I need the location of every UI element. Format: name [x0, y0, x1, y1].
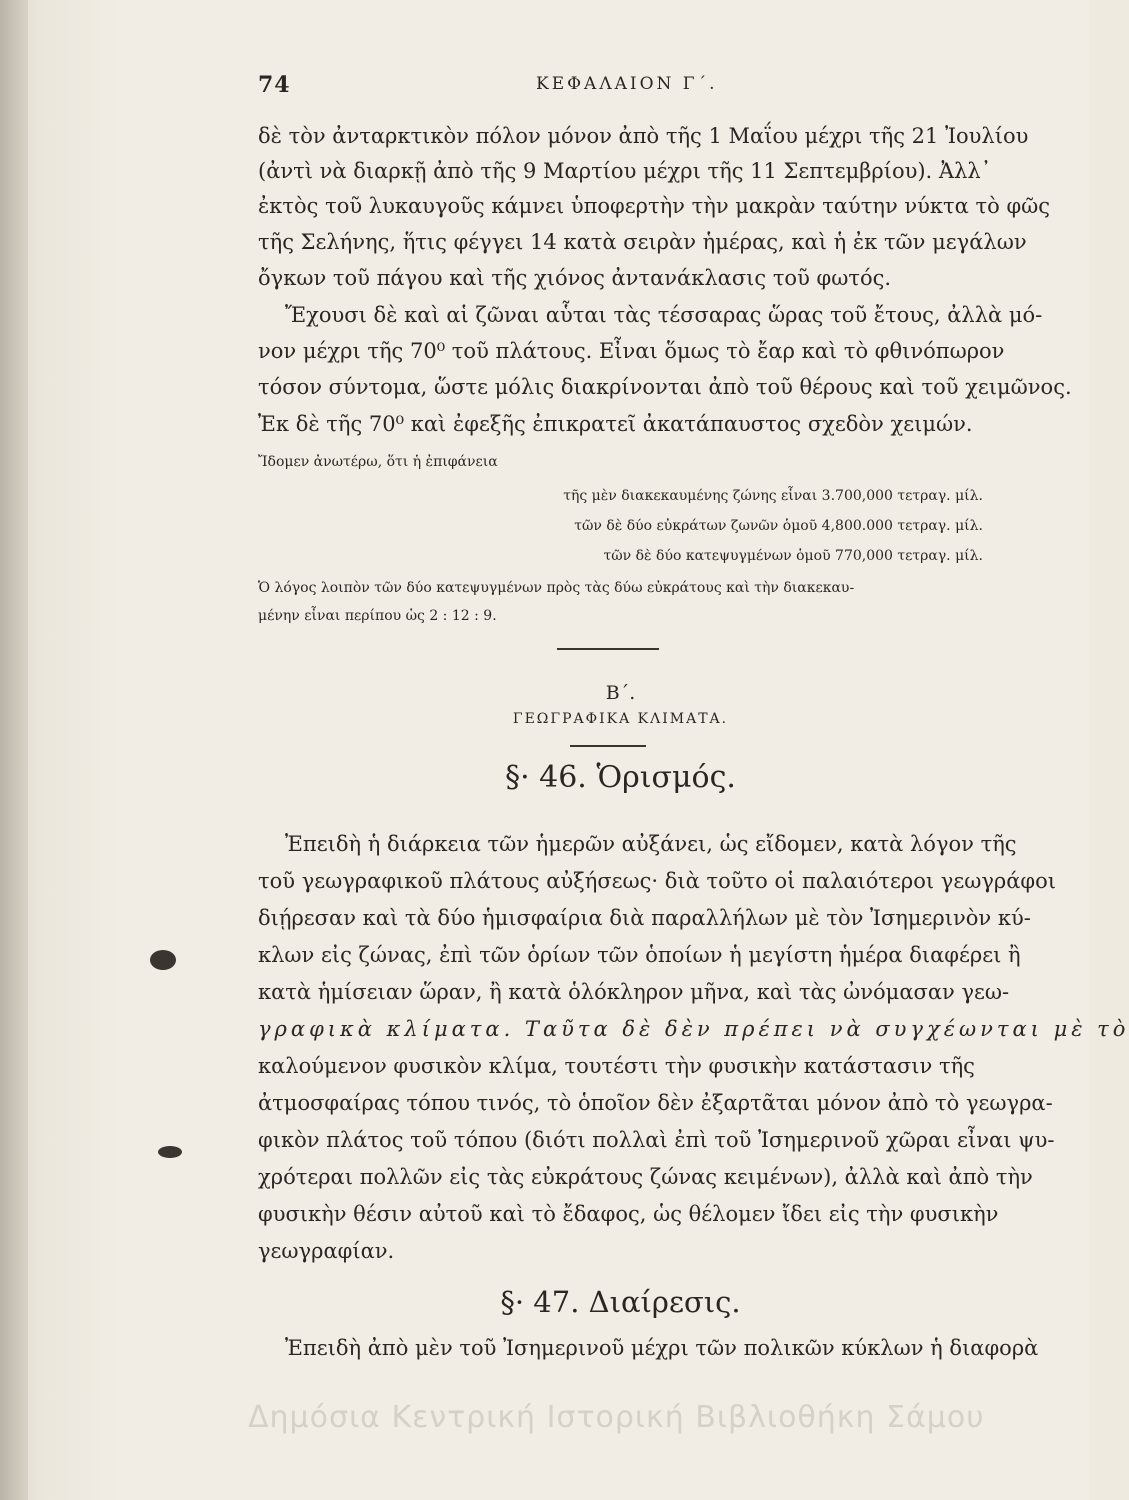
text-line: Ἐπειδὴ ἀπὸ μὲν τοῦ Ἰσημερινοῦ μέχρι τῶν πολικῶν κύκλων ἡ διαφορὰ	[285, 1336, 1039, 1360]
text-line: Ἔχουσι δὲ καὶ αἱ ζῶναι αὗται τὰς τέσσαρας ὥρας τοῦ ἔτους, ἀλλὰ μό-	[285, 303, 1043, 327]
text-line: γραφικὰ κλίματα. Ταῦτα δὲ δὲν πρέπει νὰ συγχέωνται μὲ τὸ	[258, 1017, 1129, 1041]
section-number: Β΄.	[605, 682, 636, 704]
text-line: καλούμενον φυσικὸν κλίμα, τουτέστι τὴν φυσικὴν κατάστασιν τῆς	[258, 1054, 975, 1078]
text-line: χρότεραι πολλῶν εἰς τὰς εὐκράτους ζώνας κειμένων), ἀλλὰ καὶ ἀπὸ τὴν	[258, 1165, 1033, 1189]
text-line: τῆς Σελήνης, ἥτις φέγγει 14 κατὰ σειρὰν ἡμέρας, καὶ ἡ ἐκ τῶν μεγάλων	[258, 230, 1027, 254]
ink-blot	[158, 1146, 182, 1158]
separator-rule	[557, 648, 659, 650]
text-line: δὲ τὸν ἀνταρκτικὸν πόλον μόνον ἀπὸ τῆς 1 Μαΐου μέχρι τῆς 21 Ἰουλίου	[258, 124, 1029, 148]
text-line: κλων εἰς ζώνας, ἐπὶ τῶν ὁρίων τῶν ὁποίων ἡ μεγίστη ἡμέρα διαφέρει ἢ	[258, 943, 1021, 967]
paragraph-46-heading: §· 46. Ὁρισμός.	[505, 760, 736, 795]
text-line: ἐκτὸς τοῦ λυκαυγοῦς κάμνει ὑποφερτὴν τὴν μακρὰν ταύτην νύκτα τὸ φῶς	[258, 194, 1051, 218]
text-line: ἀτμοσφαίρας τόπου τινός, τὸ ὁποῖον δὲν ἐξαρτᾶται μόνον ἀπὸ τὸ γεωγρα-	[258, 1091, 1053, 1115]
text-line: νον μέχρι τῆς 70⁰ τοῦ πλάτους. Εἶναι ὅμως τὸ ἔαρ καὶ τὸ φθινόπωρον	[258, 339, 1005, 363]
note-line: Ὁ λόγος λοιπὸν τῶν δύο κατεψυγμένων πρὸς τὰς δύω εὐκράτους καὶ τὴν διακεκαυ-	[258, 580, 855, 596]
note-line: τῆς μὲν διακεκαυμένης ζώνης εἶναι 3.700,000 τετραγ. μίλ.	[563, 488, 983, 504]
book-spine-shadow	[0, 0, 28, 1500]
text-line: ὄγκων τοῦ πάγου καὶ τῆς χιόνος ἀντανάκλασις τοῦ φωτός.	[258, 266, 892, 290]
text-line: τοῦ γεωγραφικοῦ πλάτους αὐξήσεως· διὰ τοῦτο οἱ παλαιότεροι γεωγράφοι	[258, 869, 1056, 893]
note-line: τῶν δὲ δύο κατεψυγμένων ὁμοῦ 770,000 τετραγ. μίλ.	[603, 548, 983, 564]
text-line: τόσον σύντομα, ὥστε μόλις διακρίνονται ἀπὸ τοῦ θέρους καὶ τοῦ χειμῶνος.	[258, 375, 1072, 399]
ink-blot	[150, 950, 176, 970]
text-line: Ἐκ δὲ τῆς 70⁰ καὶ ἐφεξῆς ἐπικρατεῖ ἀκατάπαυστος σχεδὸν χειμών.	[258, 412, 973, 436]
note-line: τῶν δὲ δύο εὐκράτων ζωνῶν ὁμοῦ 4,800.000 τετραγ. μίλ.	[574, 518, 983, 534]
text-line: διῄρεσαν καὶ τὰ δύο ἡμισφαίρια διὰ παραλλήλων μὲ τὸν Ἰσημερινὸν κύ-	[258, 906, 1031, 930]
text-line: φυσικὴν θέσιν αὐτοῦ καὶ τὸ ἔδαφος, ὡς θέλομεν ἴδει εἰς τὴν φυσικὴν	[258, 1202, 999, 1226]
text-line: (ἀντὶ νὰ διαρκῇ ἀπὸ τῆς 9 Μαρτίου μέχρι τῆς 11 Σεπτεμβρίου). Ἀλλ᾿	[258, 159, 992, 183]
running-header	[258, 72, 978, 102]
page-number: 74	[258, 72, 291, 98]
ornament-rule	[570, 745, 646, 747]
note-line: Ἴδομεν ἀνωτέρω, ὅτι ἡ ἐπιφάνεια	[258, 454, 498, 470]
text-line: κατὰ ἡμίσειαν ὥραν, ἢ κατὰ ὁλόκληρον μῆνα, καὶ τὰς ὠνόμασαν γεω-	[258, 980, 1010, 1004]
library-watermark: Δημόσια Κεντρική Ιστορική Βιβλιοθήκη Σάμου	[248, 1400, 985, 1435]
section-title: ΓΕΩΓΡΑΦΙΚΑ ΚΛΙΜΑΤΑ.	[512, 711, 729, 727]
chapter-title: ΚΕΦΑΛΑΙΟΝ Γ΄.	[536, 74, 718, 94]
text-line: Ἐπειδὴ ἡ διάρκεια τῶν ἡμερῶν αὐξάνει, ὡς εἴδομεν, κατὰ λόγον τῆς	[285, 832, 1017, 856]
note-line: μένην εἶναι περίπου ὡς 2 : 12 : 9.	[258, 608, 497, 624]
text-line: γεωγραφίαν.	[258, 1239, 395, 1263]
text-line: φικὸν πλάτος τοῦ τόπου (διότι πολλαὶ ἐπὶ τοῦ Ἰσημερινοῦ χῶραι εἶναι ψυ-	[258, 1128, 1055, 1152]
paragraph-47-heading: §· 47. Διαίρεσις.	[500, 1285, 741, 1319]
